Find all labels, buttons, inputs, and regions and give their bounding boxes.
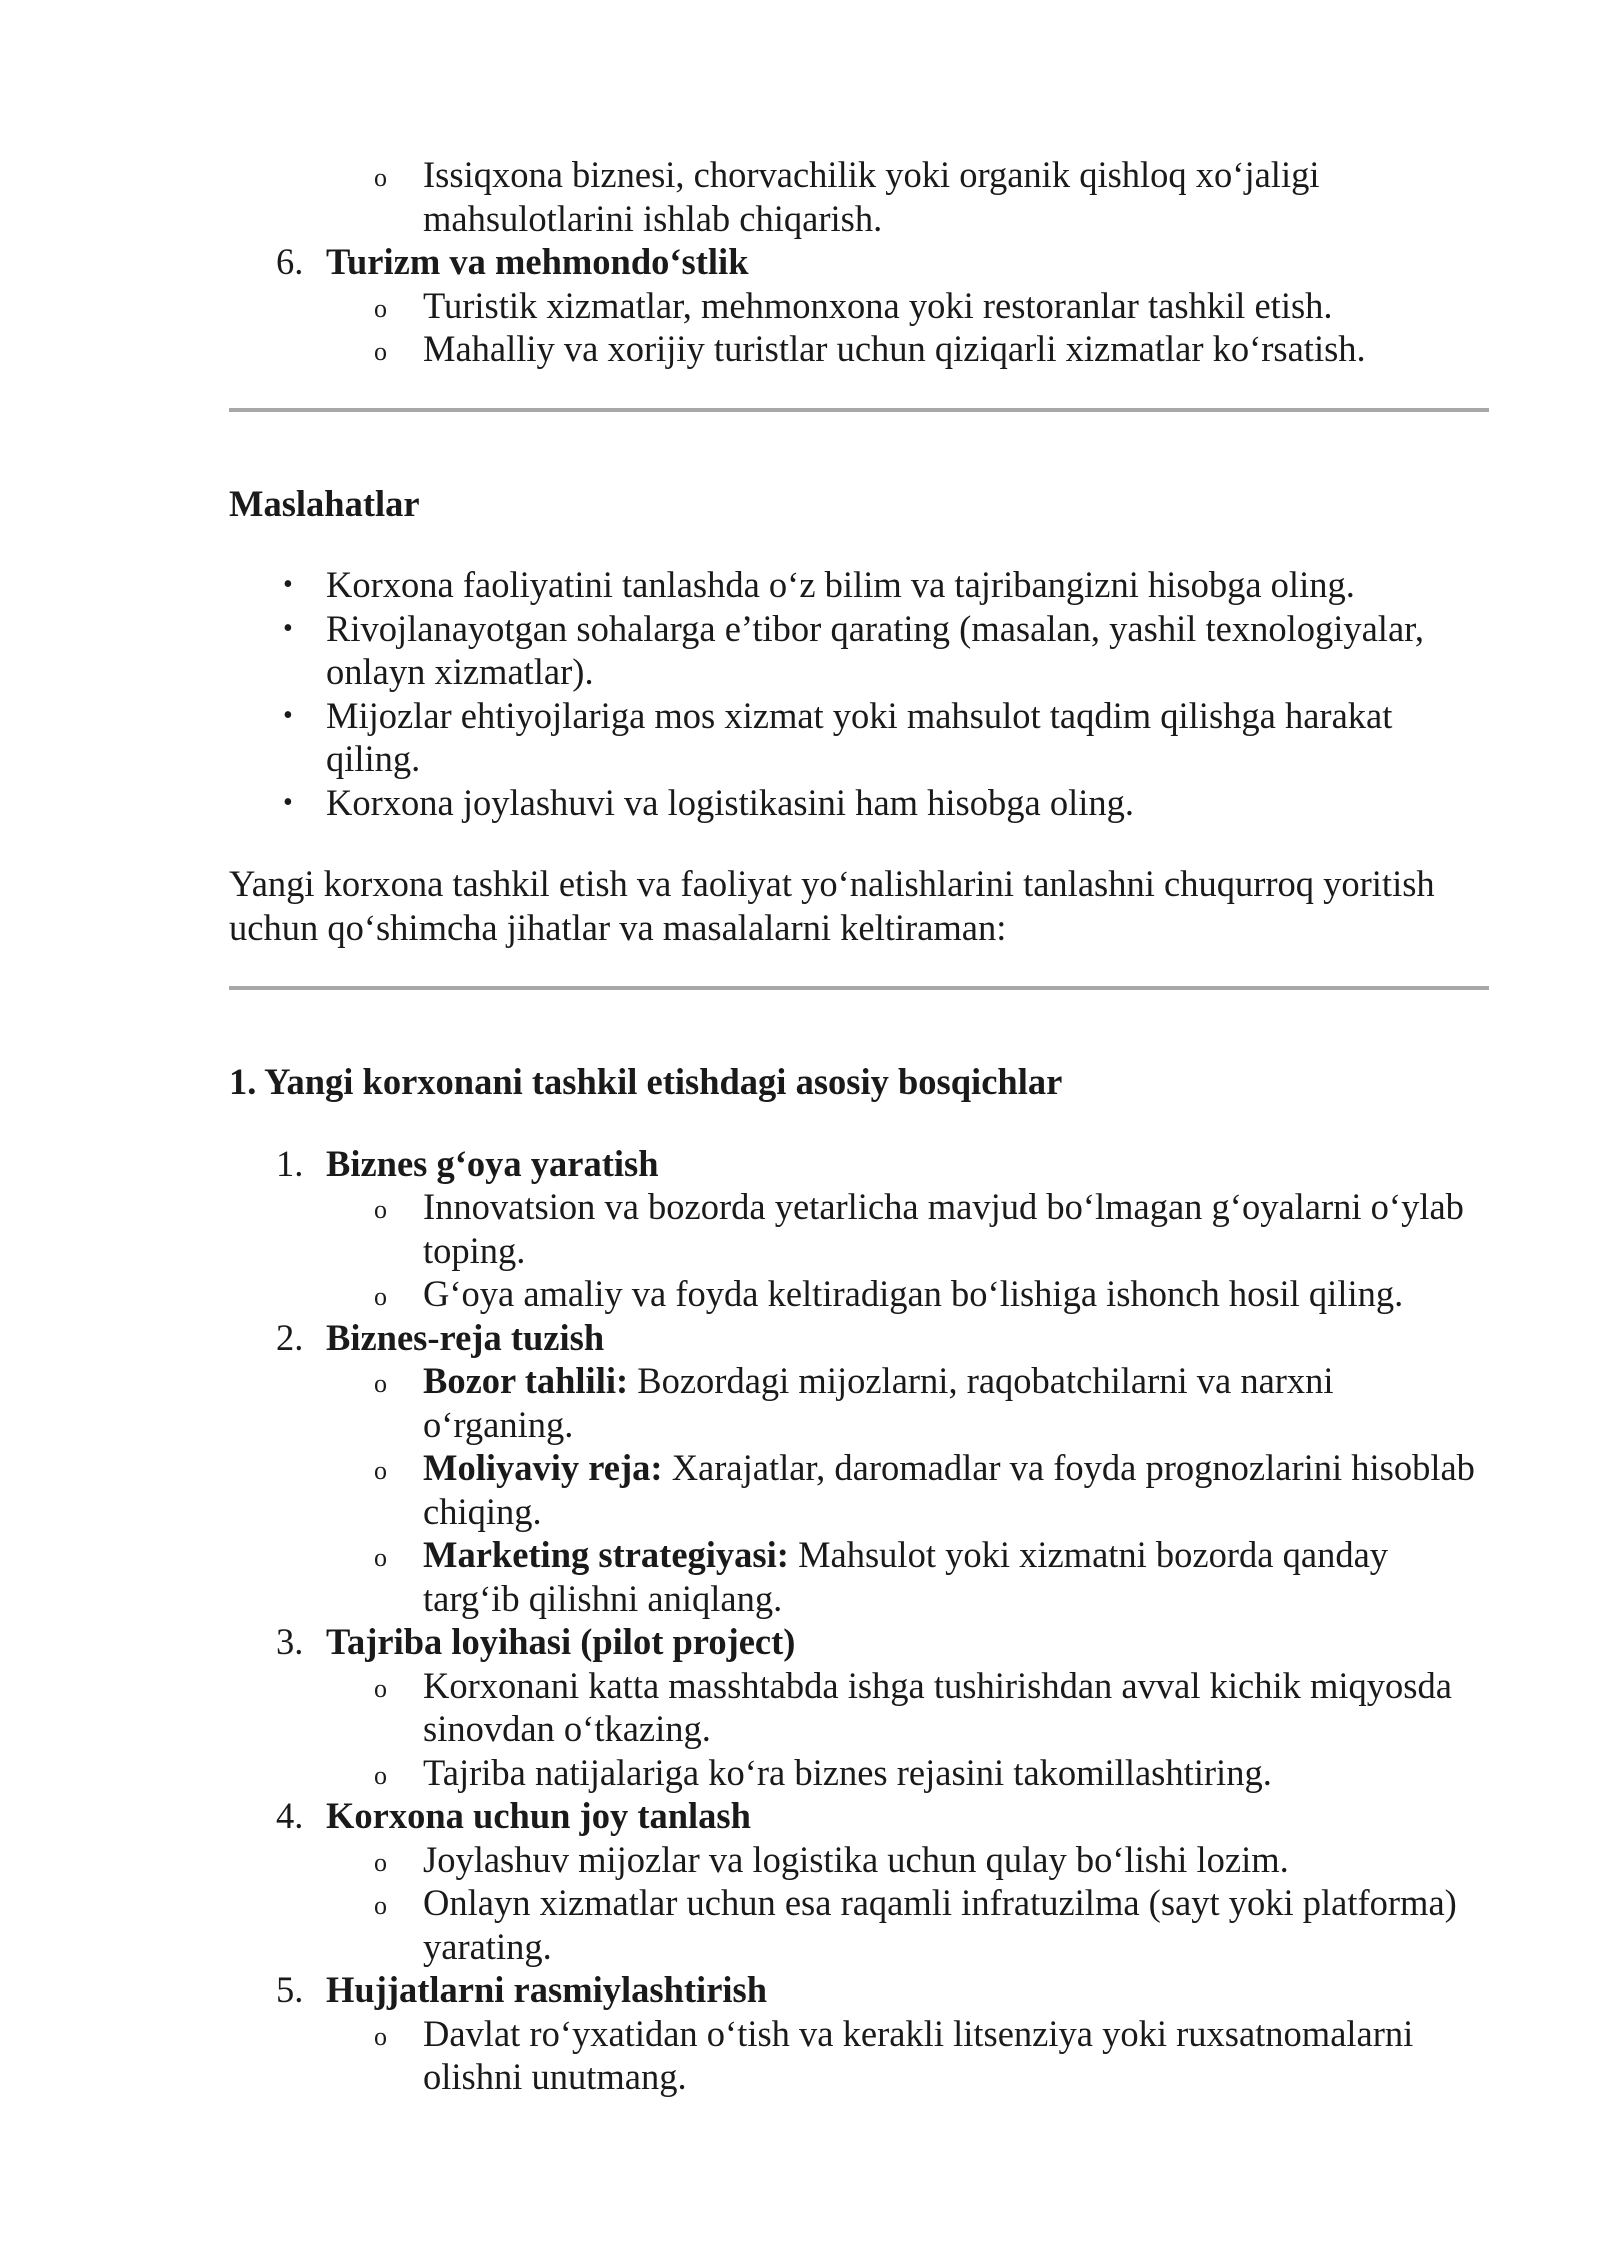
sub-list-item-text: Davlat ro‘yxatidan o‘tish va kerakli litsenziya yoki ruxsatnomalarni olishni unutmang. — [423, 2012, 1414, 2097]
list-item-text: Korxona joylashuvi va logistikasini ham hisobga oling. — [326, 781, 1134, 823]
sub-list-item — [229, 1664, 1489, 1751]
stages-list — [229, 1142, 1489, 2099]
tips-heading: Maslahatlar — [229, 482, 420, 524]
sub-list-item-text: Korxonani katta masshtabda ishga tushirishdan avval kichik miqyosda sinovdan o‘tkazing. — [423, 1664, 1452, 1749]
list-item — [229, 694, 1489, 781]
stages-heading: 1. Yangi korxonani tashkil etishdagi asosiy bosqichlar — [229, 1061, 1063, 1102]
circle-bullet-icon: o — [374, 1673, 387, 1703]
circle-bullet-icon: o — [374, 163, 387, 192]
horizontal-rule — [229, 408, 1489, 412]
item-number: 2. — [276, 1316, 304, 1358]
sub-list-item-text: Turistik xizmatlar, mehmonxona yoki restoranlar tashkil etish. — [423, 284, 1333, 326]
circle-bullet-icon: o — [374, 1891, 387, 1920]
sub-list-item — [229, 1751, 1489, 1795]
document-page — [229, 153, 1489, 2099]
sub-list-item — [229, 1446, 1489, 1533]
circle-bullet-icon: o — [374, 1369, 387, 1398]
circle-bullet-icon: o — [374, 1847, 387, 1877]
list-item — [229, 781, 1489, 825]
horizontal-rule — [229, 986, 1489, 990]
sub-list-item — [229, 284, 1489, 328]
list-item-text: Korxona faoliyatini tanlashda o‘z bilim va tajribangizni hisobga oling. — [326, 564, 1355, 605]
numbered-item-step-4 — [229, 1794, 1489, 1838]
sub-list-item-text: G‘oya amaliy va foyda keltiradigan bo‘lishiga ishonch hosil qiling. — [423, 1273, 1404, 1314]
numbered-item-title: Biznes-reja tuzish — [326, 1316, 605, 1358]
sub-list-item — [229, 1359, 1489, 1446]
numbered-item-title: Biznes g‘oya yaratish — [326, 1142, 659, 1184]
sub-list-item — [229, 1272, 1489, 1316]
sub-list-item-text: Xarajatlar, daromadlar va foyda prognozlarini hisoblab chiqing. — [423, 1447, 1475, 1532]
circle-bullet-icon: o — [374, 293, 387, 323]
list-item-text: Rivojlanayotgan sohalarga e’tibor qarating (masalan, yashil texnologiyalar, onlayn xizmatlar). — [326, 607, 1424, 692]
sub-list-item-text: Bozordagi mijozlarni, raqobatchilarni va narxni o‘rganing. — [423, 1360, 1334, 1445]
numbered-item-step-2 — [229, 1316, 1489, 1360]
sub-list-item-text: Mahsulot yoki xizmatni bozorda qanday targ‘ib qilishni aniqlang. — [423, 1534, 1389, 1619]
sub-list-item-text: Joylashuv mijozlar va logistika uchun qulay bo‘lishi lozim. — [423, 1838, 1289, 1880]
transition-paragraph: Yangi korxona tashkil etish va faoliyat yo‘nalishlarini tanlashni chuqurroq yoritish uchun qo‘shimcha jihatlar va masalalarni keltiraman: — [229, 863, 1435, 948]
sub-list-item — [229, 327, 1489, 371]
sub-list-item — [229, 1185, 1489, 1272]
numbered-item-title: Tajriba loyihasi (pilot project) — [326, 1621, 796, 1662]
sub-item-bold-label: Marketing strategiyasi: — [423, 1534, 789, 1575]
numbered-item-step-1 — [229, 1142, 1489, 1186]
circle-bullet-icon: o — [374, 1760, 387, 1790]
circle-bullet-icon: o — [374, 1195, 387, 1224]
bullet-icon: • — [283, 612, 293, 644]
sub-list-item-text: Tajriba natijalariga ko‘ra biznes rejasini takomillashtiring. — [423, 1751, 1272, 1793]
bullet-icon: • — [283, 569, 293, 600]
numbered-item-turizm — [229, 240, 1489, 284]
item-number: 3. — [276, 1621, 304, 1662]
item-number: 4. — [276, 1795, 304, 1836]
circle-bullet-icon: o — [374, 1456, 387, 1485]
sub-list-item-text: Onlayn xizmatlar uchun esa raqamli infratuzilma (sayt yoki platforma) yarating. — [423, 1882, 1457, 1967]
item-number: 1. — [276, 1142, 304, 1184]
list-item — [229, 563, 1489, 607]
numbered-item-title: Korxona uchun joy tanlash — [326, 1795, 751, 1836]
list-item — [229, 607, 1489, 694]
sub-list-item-text: Mahalliy va xorijiy turistlar uchun qiziqarli xizmatlar ko‘rsatish. — [423, 328, 1366, 369]
sub-list-item-text: Innovatsion va bozorda yetarlicha mavjud bo‘lmagan g‘oyalarni o‘ylab toping. — [423, 1186, 1464, 1271]
bullet-icon: • — [283, 786, 293, 818]
list-item-text: Mijozlar ehtiyojlariga mos xizmat yoki mahsulot taqdim qilishga harakat qiling. — [326, 694, 1393, 779]
tips-list — [229, 563, 1489, 824]
numbered-item-step-3 — [229, 1620, 1489, 1664]
circle-bullet-icon: o — [374, 337, 387, 366]
sub-list-item — [229, 2012, 1489, 2099]
sub-list-item — [229, 1838, 1489, 1882]
bullet-icon: • — [283, 699, 293, 731]
circle-bullet-icon: o — [374, 1282, 387, 1311]
sub-item-bold-label: Bozor tahlili: — [423, 1360, 629, 1401]
item-number: 6. — [276, 241, 304, 282]
sub-list-item — [229, 1533, 1489, 1620]
sub-list-item-text: Issiqxona biznesi, chorvachilik yoki organik qishloq xo‘jaligi mahsulotlarini ishlab chiqarish. — [423, 154, 1320, 239]
numbered-item-title: Hujjatlarni rasmiylashtirish — [326, 1969, 768, 2010]
circle-bullet-icon: o — [374, 2021, 387, 2051]
numbered-item-title: Turizm va mehmondo‘stlik — [326, 241, 749, 282]
circle-bullet-icon: o — [374, 1543, 387, 1572]
sub-list-item — [229, 153, 1489, 240]
numbered-item-step-5 — [229, 1968, 1489, 2012]
sub-item-bold-label: Moliyaviy reja: — [423, 1447, 663, 1488]
item-number: 5. — [276, 1969, 304, 2010]
sub-list-item — [229, 1881, 1489, 1968]
